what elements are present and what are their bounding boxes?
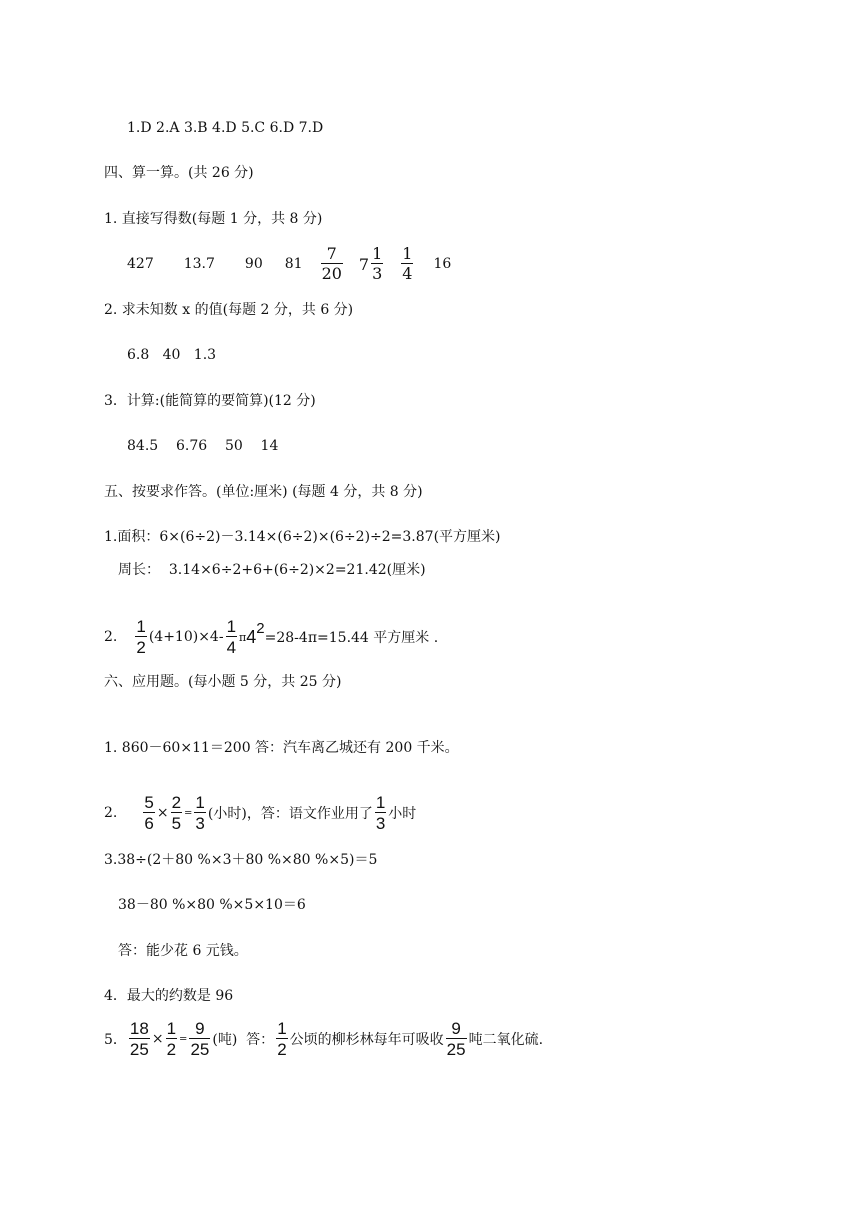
answer-value: 81 bbox=[284, 256, 303, 272]
fraction: $\frac{9}{25}$ bbox=[190, 1019, 210, 1059]
fraction: $\frac{2}{5}$ bbox=[171, 793, 182, 833]
section6-heading: 六、应用题。(每小题 5 分，共 25 分) bbox=[104, 674, 342, 690]
section4-q2-heading: 2. 求未知数 x 的值(每题 2 分，共 6 分) bbox=[104, 302, 354, 318]
section6-q3-answer: 答：能少花 6 元钱。 bbox=[118, 943, 248, 959]
section4-q1-heading: 1. 直接写得数(每题 1 分，共 8 分) bbox=[104, 211, 323, 227]
answer-value: 90 bbox=[244, 256, 263, 272]
section6-q3-line2: 38－80 %×80 %×5×10＝6 bbox=[118, 897, 306, 913]
section6-q1: 1. 860－60×11＝200 答：汽车离乙城还有 200 千米。 bbox=[104, 740, 459, 756]
fraction: $\frac{1}{2}$ bbox=[136, 617, 146, 657]
section6-q4: 4．最大的约数是 96 bbox=[104, 988, 234, 1004]
fraction: $\frac{1}{4}$ bbox=[226, 617, 237, 657]
section5-q2: 2. $\frac{1}{2}$ (4+10)×4- $\frac{1}{4}$ π 4 2 =28-4π=15.44 平方厘米 . bbox=[104, 617, 439, 657]
section6-q3-line1: 3.38÷(2＋80 %×3＋80 %×80 %×5)＝5 bbox=[104, 852, 378, 868]
section6-q2: 2. $\frac{5}{6}$ × $\frac{2}{5}$ = $\frac{1}{3}$ (小时)，答：语文作业用了 $\frac{1}{3}$ 小时 bbox=[104, 793, 417, 833]
section4-q3-heading: 3．计算:(能简算的要简算)(12 分) bbox=[104, 393, 316, 409]
answer-value: 427 bbox=[127, 256, 154, 272]
section4-heading: 四、算一算。(共 26 分) bbox=[104, 165, 254, 181]
section3-answers: 1.D 2.A 3.B 4.D 5.C 6.D 7.D bbox=[127, 120, 324, 136]
section4-q2-answers: 6.8 40 1.3 bbox=[127, 347, 217, 363]
section5-perimeter: 周长： 3.14×6÷2+6+(6÷2)×2=21.42(厘米) bbox=[118, 562, 426, 578]
section5-area: 1.面积：6×(6÷2)－3.14×(6÷2)×(6÷2)÷2=3.87(平方厘米) bbox=[104, 529, 501, 545]
answer-value: 16 bbox=[433, 256, 452, 272]
fraction: $\frac{7}{20}$ bbox=[321, 244, 342, 283]
fraction: $\frac{1}{3}$ bbox=[195, 793, 205, 833]
section4-q3-answers: 84.5 6.76 50 14 bbox=[127, 438, 279, 454]
answer-value: 13.7 bbox=[183, 256, 215, 272]
fraction: $\frac{1}{2}$ bbox=[277, 1019, 287, 1059]
fraction: $\frac{1}{2}$ bbox=[166, 1019, 177, 1059]
fraction: $\frac{1}{3}$ bbox=[375, 793, 386, 833]
fraction: $\frac{1}{4}$ bbox=[402, 244, 413, 283]
mixed-number: 7 $\frac{1}{3}$ bbox=[358, 244, 383, 283]
fraction: $\frac{9}{25}$ bbox=[446, 1019, 466, 1059]
section4-q1-answers bbox=[127, 240, 451, 288]
fraction: $\frac{18}{25}$ bbox=[129, 1019, 149, 1059]
section5-heading: 五、按要求作答。(单位:厘米) (每题 4 分，共 8 分) bbox=[104, 484, 423, 500]
section6-q5: 5． $\frac{18}{25}$ × $\frac{1}{2}$ = $\frac{9}{25}$ (吨) 答： $\frac{1}{2}$ 公顷的柳杉林每年可吸收 $\frac{9}{25}$ 吨二氧化硫. bbox=[104, 1019, 544, 1059]
fraction: $\frac{5}{6}$ bbox=[144, 793, 154, 833]
